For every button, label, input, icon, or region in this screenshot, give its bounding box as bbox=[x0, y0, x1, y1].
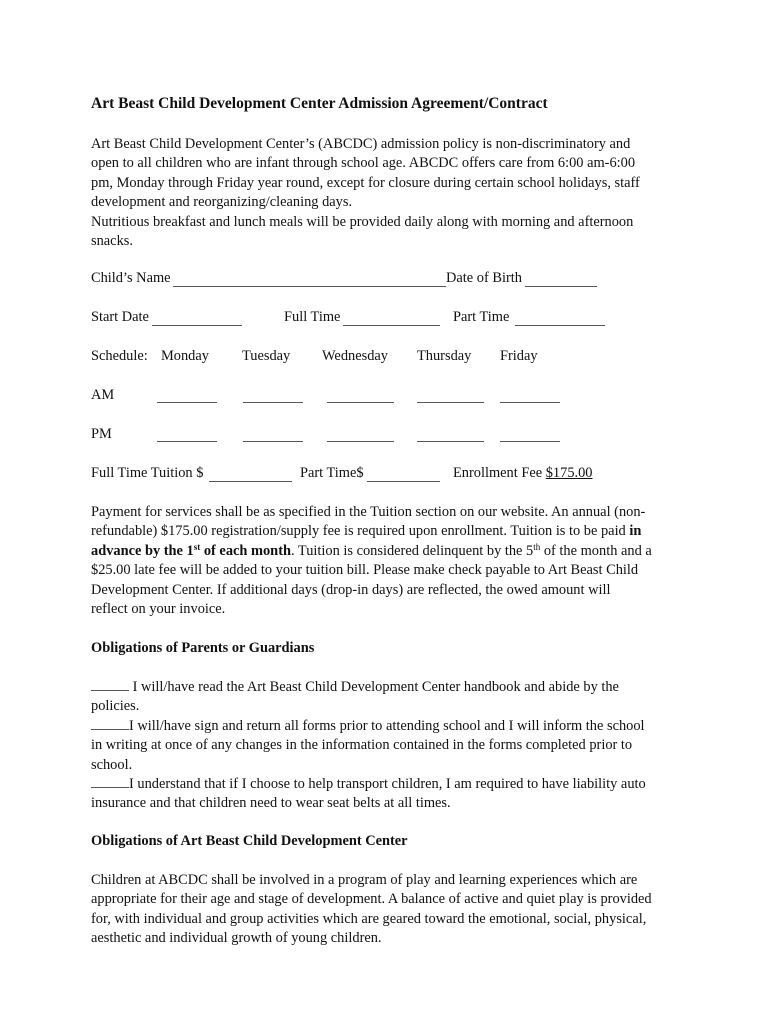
full-time-tuition-label: Full Time Tuition $ bbox=[91, 465, 204, 481]
payment-line: advance by the 1st of each month. Tuition is considered delinquent by the 5th of the month and a bbox=[91, 541, 652, 559]
obligation-item-cont: school. bbox=[91, 756, 133, 773]
parents-obligations-heading: Obligations of Parents or Guardians bbox=[91, 640, 315, 656]
obligation-item-cont: insurance and that children need to wear seat belts at all times. bbox=[91, 795, 451, 812]
payment-line: Payment for services shall be as specified in the Tuition section on our website. An annual (non- bbox=[91, 504, 646, 520]
pm-friday-field[interactable] bbox=[500, 441, 560, 442]
pm-wednesday-field[interactable] bbox=[327, 441, 394, 442]
start-date-field[interactable] bbox=[152, 325, 242, 326]
intro-line: development and reorganizing/cleaning days. bbox=[91, 194, 353, 211]
center-line: appropriate for their age and stage of development. A balance of active and quiet play is provided bbox=[91, 891, 652, 908]
am-monday-field[interactable] bbox=[157, 402, 217, 403]
pm-monday-field[interactable] bbox=[157, 441, 217, 442]
parents-obligations-list bbox=[91, 678, 646, 814]
intro-paragraph bbox=[91, 135, 640, 251]
center-line: for, with individual and group activities which are geared toward the emotional, social, physical, bbox=[91, 910, 647, 927]
center-obligations-paragraph bbox=[91, 871, 652, 949]
intro-line: Nutritious breakfast and lunch meals will be provided daily along with morning and afternoon bbox=[91, 213, 634, 230]
payment-line: reflect on your invoice. bbox=[91, 601, 226, 618]
obligation-item: I will/have read the Art Beast Child Development Center handbook and abide by the bbox=[91, 678, 646, 697]
payment-line: $25.00 late fee will be added to your tuition bill. Please make check payable to Art Beast Child bbox=[91, 562, 639, 579]
full-time-field[interactable] bbox=[343, 325, 440, 326]
schedule-label: Schedule: bbox=[91, 348, 148, 364]
initial-field[interactable] bbox=[91, 678, 129, 691]
intro-line: snacks. bbox=[91, 233, 133, 250]
part-time-label: Part Time bbox=[453, 309, 510, 325]
center-obligations-heading: Obligations of Art Beast Child Development Center bbox=[91, 833, 408, 849]
am-label: AM bbox=[91, 387, 115, 403]
enrollment-fee-row bbox=[453, 465, 593, 482]
childs-name-field[interactable] bbox=[173, 286, 446, 287]
am-friday-field[interactable] bbox=[500, 402, 560, 403]
enrollment-fee-label: Enrollment Fee bbox=[453, 465, 543, 481]
center-line: Children at ABCDC shall be involved in a program of play and learning experiences which are bbox=[91, 872, 638, 888]
initial-field[interactable] bbox=[91, 717, 129, 730]
am-thursday-field[interactable] bbox=[417, 402, 484, 403]
am-wednesday-field[interactable] bbox=[327, 402, 394, 403]
pm-tuesday-field[interactable] bbox=[243, 441, 303, 442]
start-date-label: Start Date bbox=[91, 309, 149, 325]
pm-label: PM bbox=[91, 426, 112, 442]
full-time-tuition-field[interactable] bbox=[209, 481, 292, 482]
dob-field[interactable] bbox=[525, 286, 597, 287]
obligation-item-cont: in writing at once of any changes in the information contained in the forms completed prior to bbox=[91, 737, 633, 754]
payment-line: Development Center. If additional days (drop-in days) are reflected, the owed amount will bbox=[91, 581, 611, 598]
childs-name-label: Child’s Name bbox=[91, 270, 171, 286]
payment-line: refundable) $175.00 registration/supply fee is required upon enrollment. Tuition is to be paid in bbox=[91, 523, 642, 540]
intro-line: open to all children who are infant through school age. ABCDC offers care from 6:00 am-6:00 bbox=[91, 155, 636, 172]
enrollment-fee-value: $175.00 bbox=[545, 465, 593, 481]
full-time-label: Full Time bbox=[284, 309, 341, 325]
obligation-item: I will/have sign and return all forms prior to attending school and I will inform the school bbox=[91, 717, 646, 736]
center-line: aesthetic and individual growth of young children. bbox=[91, 930, 382, 947]
part-time-tuition-field[interactable] bbox=[367, 481, 440, 482]
am-tuesday-field[interactable] bbox=[243, 402, 303, 403]
obligation-item: I understand that if I choose to help transport children, I am required to have liability auto bbox=[91, 775, 646, 794]
day-friday: Friday bbox=[500, 348, 538, 364]
part-time-tuition-label: Part Time$ bbox=[300, 465, 364, 481]
obligation-item-cont: policies. bbox=[91, 698, 140, 715]
intro-line: Art Beast Child Development Center’s (ABCDC) admission policy is non-discriminatory and bbox=[91, 136, 631, 152]
document-title: Art Beast Child Development Center Admission Agreement/Contract bbox=[91, 95, 548, 112]
pm-thursday-field[interactable] bbox=[417, 441, 484, 442]
intro-line: pm, Monday through Friday year round, except for closure during certain school holidays, staff bbox=[91, 174, 640, 191]
day-thursday: Thursday bbox=[417, 348, 472, 364]
day-wednesday: Wednesday bbox=[322, 348, 388, 364]
dob-label: Date of Birth bbox=[446, 270, 522, 286]
part-time-field[interactable] bbox=[515, 325, 605, 326]
initial-field[interactable] bbox=[91, 775, 129, 788]
day-tuesday: Tuesday bbox=[242, 348, 291, 364]
payment-paragraph bbox=[91, 503, 652, 619]
day-monday: Monday bbox=[161, 348, 209, 364]
